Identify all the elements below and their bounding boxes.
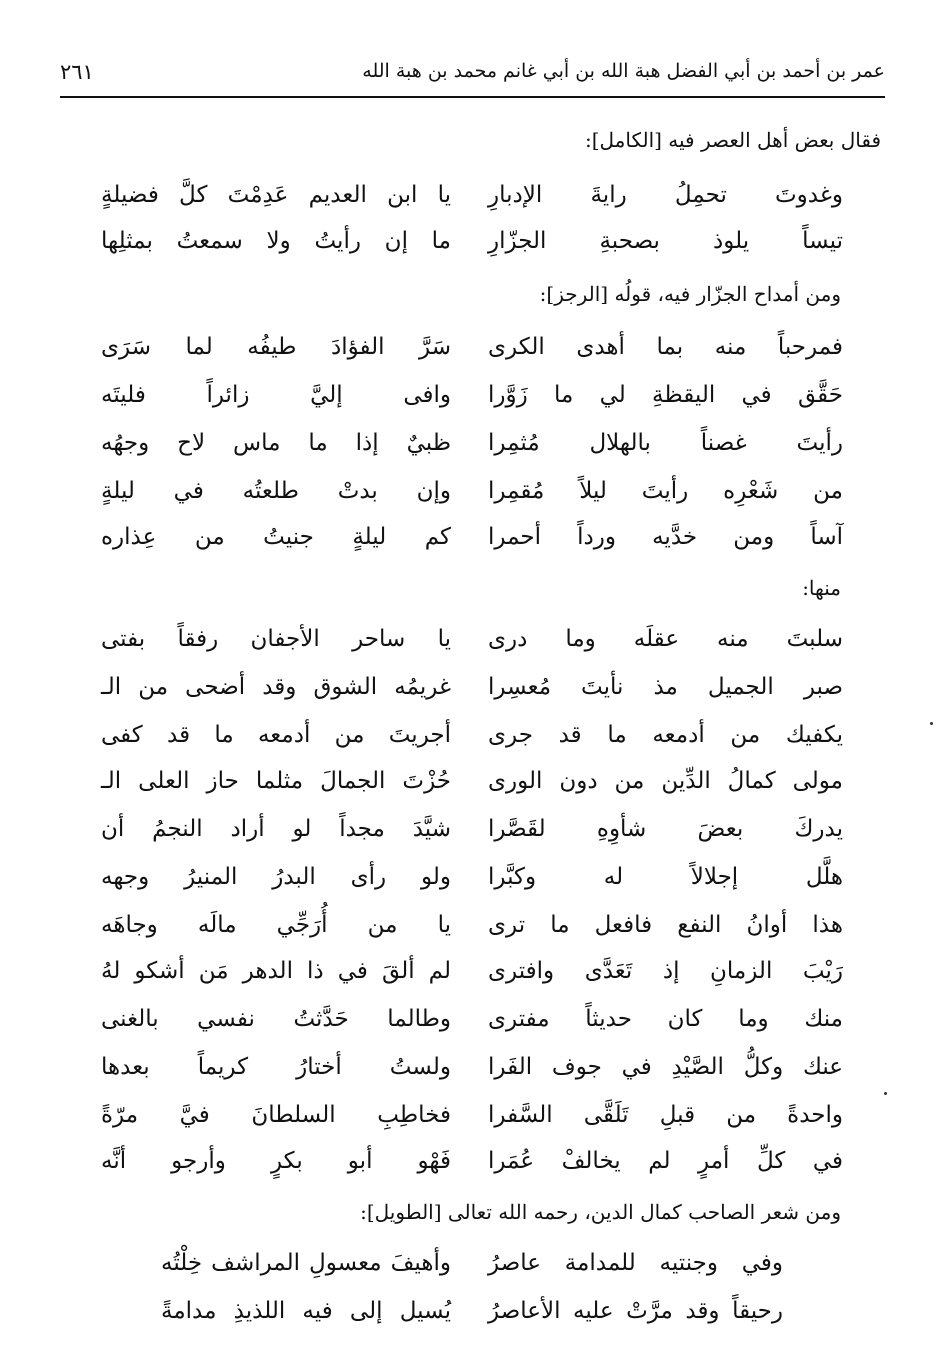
verse-first-hemistich: لم ألقَ في ذا الدهر مَن أشكو لهُ [101,958,451,984]
verse-second-hemistich: آساً ومن خدَّيه ورداً أحمرا [488,524,843,550]
verse-second-hemistich: صبر الجميل مذ نأيتَ مُعسِرا [488,674,843,700]
verse-first-hemistich: يا من أُرَجِّي مالَه وجاهَه [101,912,451,938]
verse-second-hemistich: وفي وجنتيه للمدامة عاصرُ [488,1250,783,1276]
verse-second-hemistich: سلبتَ منه عقلَه وما درى [488,626,843,652]
page-number: ٢٦١ [60,60,94,84]
verse-second-hemistich: يكفيك من أدمعه ما قد جرى [488,722,843,748]
verse-first-hemistich: حُزْتَ الجمالَ مثلما حاز العلى الـ [101,768,451,794]
verse-first-hemistich: وافى إليَّ زائراً فليتَه [101,382,451,408]
verse-second-hemistich: هذا أوانُ النفع فافعل ما ترى [488,912,843,938]
verse-second-hemistich: يدركَ بعضَ شأوِهِ لقَصَّرا [488,816,843,842]
verse-first-hemistich: سَرَّ الفؤادَ طيفُه لما سَرَى [101,334,451,360]
verse-second-hemistich: رحيقاً وقد مرَّتْ عليه الأعاصرُ [488,1298,783,1324]
verse-first-hemistich: يا ابن العديم عَدِمْتَ كلَّ فضيلةٍ [101,182,451,208]
verse-second-hemistich: في كلِّ أمرٍ لم يخالفْ عُمَرا [488,1148,843,1174]
verse-first-hemistich: فَهْو أبو بكرٍ وأرجو أنَّه [101,1148,451,1174]
verse-second-hemistich: منك وما كان حديثاً مفترى [488,1006,843,1032]
intro-rajaz: ومن أمداح الجزّار فيه، قولُه [الرجز]: [539,282,841,306]
scan-speck [884,1092,887,1095]
verse-first-hemistich: فخاطِبِ السلطانَ فيَّ مرّةً [101,1102,451,1128]
verse-first-hemistich: أجريتَ من أدمعه ما قد كفى [101,722,451,748]
verse-second-hemistich: رأيتَ غصناً بالهلال مُثمِرا [488,430,843,456]
verse-second-hemistich: فمرحباً منه بما أهدى الكرى [488,334,843,360]
verse-first-hemistich: وإن بدتْ طلعتُه في ليلةٍ [101,478,451,504]
verse-first-hemistich: كم ليلةٍ جنيتُ من عِذاره [101,524,451,550]
page-header [60,56,885,98]
verse-second-hemistich: هلَّل إجلالاً له وكبَّرا [488,864,843,890]
verse-second-hemistich: حَقَّق في اليقظةِ لي ما زَوَّرا [488,382,843,408]
verse-first-hemistich: يا ساحر الأجفان رفقاً بفتى [101,626,451,652]
verse-first-hemistich: وأهيفَ معسولِ المراشف خِلْتُه [161,1250,451,1276]
verse-first-hemistich: يُسيل إلى فيه اللذيذِ مدامةً [161,1298,451,1324]
verse-first-hemistich: وطالما حَدَّثتُ نفسي بالغنى [101,1006,451,1032]
scan-speck [930,722,933,725]
verse-second-hemistich: وغدوتَ تحمِلُ رايةَ الإدبارِ [488,182,843,208]
verse-second-hemistich: مولى كمالُ الدِّين من دون الورى [488,768,843,794]
verse-first-hemistich: ما إن رأيتُ ولا سمعتُ بمثلِها [101,228,451,254]
intro-kamil: فقال بعض أهل العصر فيه [الكامل]: [584,128,881,152]
verse-second-hemistich: واحدةً من قبلِ تَلَقَّى السَّفرا [488,1102,843,1128]
intro-tawil: ومن شعر الصاحب كمال الدين، رحمه الله تعالى [الطويل]: [360,1200,841,1224]
intro-minha: منها: [802,576,841,600]
verse-first-hemistich: شيَّدَ مجداً لو أراد النجمُ أن [101,816,451,842]
verse-second-hemistich: عنك وكلُّ الصَّيْدِ في جوف الفَرا [488,1054,843,1080]
verse-second-hemistich: رَيْبَ الزمانِ إذ تَعَدَّى وافترى [488,958,843,984]
verse-first-hemistich: ظبيٌ إذا ما ماس لاح وجهُه [101,430,451,456]
running-title: عمر بن أحمد بن أبي الفضل هبة الله بن أبي غانم محمد بن هبة الله [362,60,885,82]
verse-first-hemistich: غريمُه الشوق وقد أضحى من الـ [101,674,451,700]
verse-first-hemistich: ولستُ أختارُ كريماً بعدها [101,1054,451,1080]
verse-second-hemistich: تيساً يلوذ بصحبةِ الجزّارِ [488,228,843,254]
verse-first-hemistich: ولو رأى البدرُ المنيرُ وجهه [101,864,451,890]
verse-second-hemistich: من شَعْرِه رأيتَ ليلاً مُقمِرا [488,478,843,504]
